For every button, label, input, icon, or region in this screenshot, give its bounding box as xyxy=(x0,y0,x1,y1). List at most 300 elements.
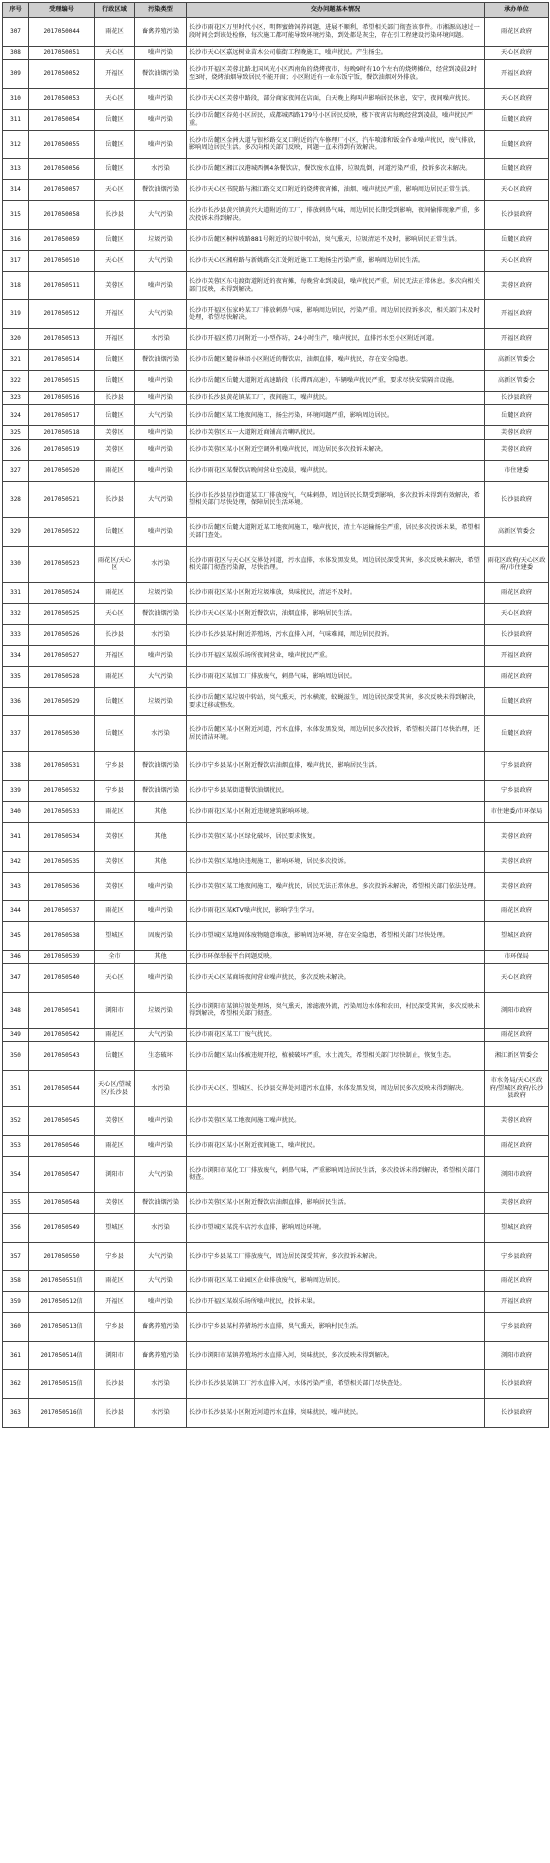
row-desc-cell: 长沙市望城区某地固体废物随意堆放，影响周边环境，存在安全隐患，希望相关部门尽快处理。 xyxy=(187,922,485,951)
row-id-cell: 2017050546 xyxy=(29,1135,95,1156)
row-type-cell: 其他 xyxy=(135,851,187,872)
row-unit-cell: 雨花区政府 xyxy=(485,1135,549,1156)
row-id-cell: 2017050545 xyxy=(29,1107,95,1136)
row-unit-cell: 开福区政府 xyxy=(485,1292,549,1313)
row-unit-cell: 湘江新区管委会 xyxy=(485,1042,549,1071)
table-row xyxy=(3,687,549,716)
row-unit-cell: 宁乡县政府 xyxy=(485,752,549,781)
row-id-cell: 2017050044 xyxy=(29,18,95,47)
row-no-cell: 344 xyxy=(3,901,29,922)
row-type-cell: 餐饮油烟污染 xyxy=(135,59,187,88)
row-desc-cell: 长沙市长沙县黄花镇某工厂，夜间施工，噪声扰民。 xyxy=(187,391,485,404)
row-desc-cell: 长沙市宁乡县某村养猪场污水直排，臭气熏天，影响村民生活。 xyxy=(187,1313,485,1342)
row-region-cell: 天心区/望城区/长沙县 xyxy=(95,1071,135,1107)
row-desc-cell: 长沙市长沙县黄兴镇黄兴大道附近的工厂，排放刺鼻气味，周边居民长期受到影响，夜间偷排现象严重，多次投诉未得到解决。 xyxy=(187,201,485,230)
row-unit-cell: 岳麓区政府 xyxy=(485,159,549,180)
row-region-cell: 雨花区 xyxy=(95,802,135,823)
row-unit-cell: 天心区政府 xyxy=(485,964,549,993)
row-unit-cell: 芙蓉区政府 xyxy=(485,439,549,460)
row-unit-cell: 岳麓区政府 xyxy=(485,229,549,250)
row-region-cell: 岳麓区 xyxy=(95,370,135,391)
table-row xyxy=(3,1156,549,1192)
header-unit: 承办单位 xyxy=(485,3,549,18)
table-row xyxy=(3,1341,549,1370)
row-region-cell: 天心区 xyxy=(95,88,135,109)
row-region-cell: 芙蓉区 xyxy=(95,271,135,300)
row-no-cell: 320 xyxy=(3,328,29,349)
row-no-cell: 346 xyxy=(3,950,29,963)
row-unit-cell: 高新区管委会 xyxy=(485,517,549,546)
row-desc-cell: 长沙市岳麓区某垃圾中转站，臭气熏天，污水横流，蚊蝇滋生，周边居民深受其害，多次反映未得到解决，要求迁移或整改。 xyxy=(187,687,485,716)
row-region-cell: 天心区 xyxy=(95,180,135,201)
row-type-cell: 水污染 xyxy=(135,546,187,582)
row-id-cell: 2017050058 xyxy=(29,201,95,230)
row-type-cell: 大气污染 xyxy=(135,1029,187,1042)
row-id-cell: 2017050540 xyxy=(29,964,95,993)
row-unit-cell: 岳麓区政府 xyxy=(485,687,549,716)
row-desc-cell: 长沙市长沙县某村附近养殖场，污水直排入河，气味难闻，周边居民投诉。 xyxy=(187,624,485,645)
row-id-cell: 2017050514信 xyxy=(29,1341,95,1370)
row-type-cell: 噪声污染 xyxy=(135,1107,187,1136)
row-type-cell: 噪声污染 xyxy=(135,88,187,109)
row-type-cell: 畜禽养殖污染 xyxy=(135,1313,187,1342)
row-no-cell: 321 xyxy=(3,349,29,370)
row-no-cell: 324 xyxy=(3,405,29,426)
row-desc-cell: 长沙市宁乡县某街道餐饮油烟扰民。 xyxy=(187,781,485,802)
row-type-cell: 餐饮油烟污染 xyxy=(135,781,187,802)
row-desc-cell: 长沙市芙蓉区某工地夜间施工噪声扰民。 xyxy=(187,1107,485,1136)
table-body xyxy=(3,18,549,1428)
row-type-cell: 垃圾污染 xyxy=(135,992,187,1028)
row-desc-cell: 长沙市雨花区与天心区交界处河道，污水直排，水体发黑发臭，周边居民深受其害，多次反映未解决，希望相关部门彻查污染源，尽快治理。 xyxy=(187,546,485,582)
table-row xyxy=(3,1192,549,1213)
row-unit-cell: 开福区政府 xyxy=(485,300,549,329)
row-type-cell: 垃圾污染 xyxy=(135,229,187,250)
row-unit-cell: 开福区政府 xyxy=(485,645,549,666)
row-desc-cell: 长沙市芙蓉区某工地夜间施工，噪声扰民，居民无法正常休息，多次投诉未解决，希望相关部门依法处理。 xyxy=(187,872,485,901)
table-row xyxy=(3,964,549,993)
row-desc-cell: 长沙市开福区某娱乐场所噪声扰民，投诉未果。 xyxy=(187,1292,485,1313)
row-no-cell: 322 xyxy=(3,370,29,391)
table-row xyxy=(3,901,549,922)
row-unit-cell: 长沙县政府 xyxy=(485,1398,549,1427)
row-desc-cell: 长沙市芙蓉区某小区附近空调外机噪声扰民，周边居民多次投诉未解决。 xyxy=(187,439,485,460)
row-region-cell: 岳麓区 xyxy=(95,229,135,250)
row-id-cell: 2017050531 xyxy=(29,752,95,781)
row-unit-cell: 望城区政府 xyxy=(485,1213,549,1242)
row-unit-cell: 宁乡县政府 xyxy=(485,781,549,802)
row-desc-cell: 长沙市岳麓区谷苑小区居民，成都城西路179号小区居民反映，楼下夜宵店每晚经营到凌晨，噪声扰民严重。 xyxy=(187,109,485,130)
row-desc-cell: 长沙市雨花区某工厂废气扰民。 xyxy=(187,1029,485,1042)
row-id-cell: 2017050526 xyxy=(29,624,95,645)
header-region: 行政区域 xyxy=(95,3,135,18)
row-type-cell: 餐饮油烟污染 xyxy=(135,180,187,201)
row-unit-cell: 长沙县政府 xyxy=(485,391,549,404)
row-id-cell: 2017050519 xyxy=(29,439,95,460)
row-desc-cell: 长沙市浏阳市某化工厂排放废气，刺鼻气味，严重影响周边居民生活，多次投诉未得到解决，希望相关部门彻查。 xyxy=(187,1156,485,1192)
row-no-cell: 313 xyxy=(3,159,29,180)
row-no-cell: 331 xyxy=(3,582,29,603)
table-row xyxy=(3,300,549,329)
table-row xyxy=(3,159,549,180)
row-no-cell: 335 xyxy=(3,666,29,687)
row-no-cell: 349 xyxy=(3,1029,29,1042)
row-unit-cell: 宁乡县政府 xyxy=(485,1313,549,1342)
row-unit-cell: 芙蓉区政府 xyxy=(485,823,549,852)
table-row xyxy=(3,1292,549,1313)
row-id-cell: 2017050539 xyxy=(29,950,95,963)
table-row xyxy=(3,439,549,460)
row-region-cell: 望城区 xyxy=(95,1213,135,1242)
row-region-cell: 长沙县 xyxy=(95,624,135,645)
header-type: 污染类型 xyxy=(135,3,187,18)
row-no-cell: 338 xyxy=(3,752,29,781)
row-region-cell: 岳麓区 xyxy=(95,1042,135,1071)
row-desc-cell: 长沙市芙蓉区某小区附近餐饮店油烟直排，影响居民生活。 xyxy=(187,1192,485,1213)
row-type-cell: 固废污染 xyxy=(135,922,187,951)
row-no-cell: 326 xyxy=(3,439,29,460)
row-unit-cell: 长沙县政府 xyxy=(485,201,549,230)
row-type-cell: 水污染 xyxy=(135,624,187,645)
row-type-cell: 噪声污染 xyxy=(135,964,187,993)
row-no-cell: 350 xyxy=(3,1042,29,1071)
row-unit-cell: 雨花区政府 xyxy=(485,1271,549,1292)
row-no-cell: 315 xyxy=(3,201,29,230)
row-desc-cell: 长沙市长沙县某镇工厂污水直排入河，水体污染严重，希望相关部门尽快查处。 xyxy=(187,1370,485,1399)
table-row xyxy=(3,1107,549,1136)
table-row xyxy=(3,130,549,159)
row-region-cell: 开福区 xyxy=(95,300,135,329)
table-row xyxy=(3,46,549,59)
row-no-cell: 308 xyxy=(3,46,29,59)
row-no-cell: 319 xyxy=(3,300,29,329)
row-id-cell: 2017050511 xyxy=(29,271,95,300)
row-region-cell: 芙蓉区 xyxy=(95,851,135,872)
row-no-cell: 337 xyxy=(3,716,29,752)
table-row xyxy=(3,1242,549,1271)
row-region-cell: 浏阳市 xyxy=(95,992,135,1028)
row-unit-cell: 芙蓉区政府 xyxy=(485,426,549,439)
row-desc-cell: 长沙市岳麓区某工地夜间施工，扬尘污染，环境问题严重，影响周边居民。 xyxy=(187,405,485,426)
row-region-cell: 岳麓区 xyxy=(95,349,135,370)
row-region-cell: 天心区 xyxy=(95,964,135,993)
row-id-cell: 2017050528 xyxy=(29,666,95,687)
row-type-cell: 噪声污染 xyxy=(135,130,187,159)
row-region-cell: 望城区 xyxy=(95,922,135,951)
row-type-cell: 其他 xyxy=(135,950,187,963)
row-unit-cell: 市住建委 xyxy=(485,460,549,481)
row-no-cell: 347 xyxy=(3,964,29,993)
row-unit-cell: 雨花区政府 xyxy=(485,666,549,687)
row-no-cell: 325 xyxy=(3,426,29,439)
row-no-cell: 314 xyxy=(3,180,29,201)
table-row xyxy=(3,180,549,201)
row-unit-cell: 芙蓉区政府 xyxy=(485,1192,549,1213)
row-unit-cell: 开福区政府 xyxy=(485,59,549,88)
row-region-cell: 开福区 xyxy=(95,645,135,666)
row-desc-cell: 长沙市天心区芙蓉中路段，部分商家夜间在店面，白天晚上夠叫声影响居民休息，安宁，夜间噪声扰民。 xyxy=(187,88,485,109)
row-region-cell: 长沙县 xyxy=(95,481,135,517)
table-row xyxy=(3,582,549,603)
complaint-table xyxy=(2,2,549,1428)
header-no: 序号 xyxy=(3,3,29,18)
row-no-cell: 363 xyxy=(3,1398,29,1427)
row-id-cell: 2017050536 xyxy=(29,872,95,901)
row-id-cell: 2017050515 xyxy=(29,370,95,391)
row-id-cell: 2017050543 xyxy=(29,1042,95,1071)
row-no-cell: 351 xyxy=(3,1071,29,1107)
row-desc-cell: 长沙市长沙县某小区附近河道污水直排，臭味扰民，噪声扰民。 xyxy=(187,1398,485,1427)
row-type-cell: 大气污染 xyxy=(135,405,187,426)
row-region-cell: 开福区 xyxy=(95,59,135,88)
row-type-cell: 其他 xyxy=(135,823,187,852)
table-row xyxy=(3,1029,549,1042)
table-row xyxy=(3,88,549,109)
row-id-cell: 2017050055 xyxy=(29,130,95,159)
row-no-cell: 334 xyxy=(3,645,29,666)
row-unit-cell: 雨花区政府 xyxy=(485,18,549,47)
row-type-cell: 餐饮油烟污染 xyxy=(135,752,187,781)
row-region-cell: 天心区 xyxy=(95,46,135,59)
table-row xyxy=(3,645,549,666)
table-row xyxy=(3,1042,549,1071)
row-region-cell: 芙蓉区 xyxy=(95,872,135,901)
table-row xyxy=(3,716,549,752)
row-desc-cell: 长沙市岳麓区麓谷林语小区附近的餐饮店，油烟直排，噪声扰民，存在安全隐患。 xyxy=(187,349,485,370)
row-region-cell: 雨花区 xyxy=(95,460,135,481)
table-row xyxy=(3,405,549,426)
row-type-cell: 水污染 xyxy=(135,716,187,752)
row-unit-cell: 高新区管委会 xyxy=(485,370,549,391)
table-row xyxy=(3,603,549,624)
row-unit-cell: 市环保局 xyxy=(485,950,549,963)
row-type-cell: 水污染 xyxy=(135,1370,187,1399)
row-region-cell: 岳麓区 xyxy=(95,159,135,180)
row-unit-cell: 芙蓉区政府 xyxy=(485,851,549,872)
row-desc-cell: 长沙市芙蓉区某小区绿化破坏，居民要求恢复。 xyxy=(187,823,485,852)
row-region-cell: 宁乡县 xyxy=(95,781,135,802)
row-id-cell: 2017050054 xyxy=(29,109,95,130)
table-row xyxy=(3,391,549,404)
row-type-cell: 噪声污染 xyxy=(135,1292,187,1313)
row-unit-cell: 雨花区政府 xyxy=(485,1029,549,1042)
row-type-cell: 餐饮油烟污染 xyxy=(135,349,187,370)
row-id-cell: 2017050513 xyxy=(29,328,95,349)
row-type-cell: 垃圾污染 xyxy=(135,582,187,603)
row-desc-cell: 长沙市开福区芙蓉北路北国风光小区西南角的烧烤夜市，每晚9时有10个左右的烧烤摊位，经营到凌晨2时至3时，烧烤油烟导致居民不能开窗；小区附近有一业东饭宁饭，餐饮油烟对外排放。 xyxy=(187,59,485,88)
row-no-cell: 311 xyxy=(3,109,29,130)
row-desc-cell: 长沙市雨花区某小区附近违规建筑影响环境。 xyxy=(187,802,485,823)
row-id-cell: 2017050513信 xyxy=(29,1313,95,1342)
table-row xyxy=(3,950,549,963)
table-row xyxy=(3,922,549,951)
row-type-cell: 噪声污染 xyxy=(135,901,187,922)
row-unit-cell: 浏阳市政府 xyxy=(485,1156,549,1192)
row-type-cell: 餐饮油烟污染 xyxy=(135,603,187,624)
row-id-cell: 2017050512信 xyxy=(29,1292,95,1313)
row-desc-cell: 长沙市芙蓉区某地块违规施工，影响环境，居民多次投诉。 xyxy=(187,851,485,872)
row-unit-cell: 天心区政府 xyxy=(485,46,549,59)
row-no-cell: 309 xyxy=(3,59,29,88)
row-desc-cell: 长沙市岳麓区某山体被违规开挖，植被破坏严重，水土流失，希望相关部门尽快制止，恢复生态。 xyxy=(187,1042,485,1071)
row-region-cell: 雨花区 xyxy=(95,1271,135,1292)
row-desc-cell: 长沙市环保举报平台问题反映。 xyxy=(187,950,485,963)
row-id-cell: 2017050533 xyxy=(29,802,95,823)
row-id-cell: 2017050512 xyxy=(29,300,95,329)
row-region-cell: 芙蓉区 xyxy=(95,823,135,852)
row-type-cell: 其他 xyxy=(135,802,187,823)
row-id-cell: 2017050059 xyxy=(29,229,95,250)
row-id-cell: 2017050523 xyxy=(29,546,95,582)
row-desc-cell: 长沙市天心区、望城区、长沙县交界处河道污水直排，水体发黑发臭，周边居民多次反映未得到解决。 xyxy=(187,1071,485,1107)
row-desc-cell: 长沙市天心区书院路与湘江路交叉口附近的烧烤夜宵摊，油烟、噪声扰民严重，影响周边居民正常生活。 xyxy=(187,180,485,201)
row-no-cell: 358 xyxy=(3,1271,29,1292)
row-type-cell: 大气污染 xyxy=(135,1156,187,1192)
row-type-cell: 大气污染 xyxy=(135,250,187,271)
row-id-cell: 2017050517 xyxy=(29,405,95,426)
row-type-cell: 畜禽养殖污染 xyxy=(135,18,187,47)
row-id-cell: 2017050537 xyxy=(29,901,95,922)
row-no-cell: 312 xyxy=(3,130,29,159)
row-type-cell: 噪声污染 xyxy=(135,426,187,439)
row-no-cell: 318 xyxy=(3,271,29,300)
row-type-cell: 水污染 xyxy=(135,328,187,349)
row-id-cell: 2017050052 xyxy=(29,59,95,88)
row-no-cell: 342 xyxy=(3,851,29,872)
row-id-cell: 2017050521 xyxy=(29,481,95,517)
row-desc-cell: 长沙市开福区某娱乐场所夜间营业，噪声扰民严重。 xyxy=(187,645,485,666)
row-region-cell: 长沙县 xyxy=(95,391,135,404)
row-type-cell: 水污染 xyxy=(135,1398,187,1427)
table-row xyxy=(3,992,549,1028)
row-type-cell: 噪声污染 xyxy=(135,46,187,59)
row-desc-cell: 长沙市浏阳市某镇垃圾处理场，臭气熏天，渗滤液外流，污染周边水体和农田，村民深受其害，多次反映未得到解决，希望相关部门彻查。 xyxy=(187,992,485,1028)
row-id-cell: 2017050514 xyxy=(29,349,95,370)
row-no-cell: 362 xyxy=(3,1370,29,1399)
row-desc-cell: 长沙市雨花区某KTV噪声扰民，影响学生学习。 xyxy=(187,901,485,922)
table-row xyxy=(3,59,549,88)
row-id-cell: 2017050550 xyxy=(29,1242,95,1271)
row-id-cell: 2017050525 xyxy=(29,603,95,624)
row-id-cell: 2017050549 xyxy=(29,1213,95,1242)
row-no-cell: 330 xyxy=(3,546,29,582)
row-region-cell: 岳麓区 xyxy=(95,517,135,546)
table-row xyxy=(3,481,549,517)
row-id-cell: 2017050057 xyxy=(29,180,95,201)
row-id-cell: 2017050532 xyxy=(29,781,95,802)
row-type-cell: 大气污染 xyxy=(135,666,187,687)
row-region-cell: 雨花区 xyxy=(95,901,135,922)
row-id-cell: 2017050051 xyxy=(29,46,95,59)
row-id-cell: 2017050510 xyxy=(29,250,95,271)
row-region-cell: 浏阳市 xyxy=(95,1156,135,1192)
row-region-cell: 芙蓉区 xyxy=(95,439,135,460)
row-desc-cell: 长沙市雨花区某加工厂排放废气，刺鼻气味，影响周边居民。 xyxy=(187,666,485,687)
row-id-cell: 2017050053 xyxy=(29,88,95,109)
row-unit-cell: 雨花区政府/天心区政府/市住建委 xyxy=(485,546,549,582)
row-region-cell: 浏阳市 xyxy=(95,1341,135,1370)
row-desc-cell: 长沙市天心区某小区附近餐饮店，油烟直排，影响居民生活。 xyxy=(187,603,485,624)
row-unit-cell: 市住建委/市环保局 xyxy=(485,802,549,823)
row-region-cell: 岳麓区 xyxy=(95,130,135,159)
row-type-cell: 噪声污染 xyxy=(135,1135,187,1156)
row-region-cell: 雨花区 xyxy=(95,18,135,47)
row-region-cell: 天心区 xyxy=(95,603,135,624)
row-type-cell: 餐饮油烟污染 xyxy=(135,1192,187,1213)
row-region-cell: 岳麓区 xyxy=(95,716,135,752)
row-desc-cell: 长沙市天心区湘府路与新姚路交汇处附近施工工地扬尘污染严重，影响周边居民生活。 xyxy=(187,250,485,271)
row-desc-cell: 长沙市天心区某商场夜间营业噪声扰民，多次反映未解决。 xyxy=(187,964,485,993)
row-id-cell: 2017050538 xyxy=(29,922,95,951)
row-unit-cell: 芙蓉区政府 xyxy=(485,872,549,901)
table-row xyxy=(3,872,549,901)
row-id-cell: 2017050520 xyxy=(29,460,95,481)
table-row xyxy=(3,1071,549,1107)
row-id-cell: 2017050056 xyxy=(29,159,95,180)
row-desc-cell: 长沙市开福区捞刀河附近一小型作坊，24小时生产，噪声扰民，直排污水至小区附近河道。 xyxy=(187,328,485,349)
row-id-cell: 2017050551信 xyxy=(29,1271,95,1292)
row-unit-cell: 雨花区政府 xyxy=(485,582,549,603)
table-row xyxy=(3,851,549,872)
row-type-cell: 噪声污染 xyxy=(135,517,187,546)
row-type-cell: 噪声污染 xyxy=(135,872,187,901)
row-region-cell: 岳麓区 xyxy=(95,687,135,716)
row-region-cell: 岳麓区 xyxy=(95,405,135,426)
table-row xyxy=(3,1135,549,1156)
row-unit-cell: 开福区政府 xyxy=(485,328,549,349)
row-desc-cell: 长沙市岳麓区湘江汉港城西侧4条餐饮店，餐饮废水直排，垃圾乱倒，河道污染严重，投诉多次未解决。 xyxy=(187,159,485,180)
row-type-cell: 噪声污染 xyxy=(135,109,187,130)
row-no-cell: 356 xyxy=(3,1213,29,1242)
table-row xyxy=(3,517,549,546)
row-desc-cell: 长沙市雨花区万里时代小区，明辉蜜蜂饲养问题，进展不顺利，希望相关部门彻查该事件。市湘源高速过一段时间会到该处检修，每次施工都可能导致环境污染，到处都是灰尘，存在引工程建设污染环境问题。 xyxy=(187,18,485,47)
row-type-cell: 水污染 xyxy=(135,1071,187,1107)
row-id-cell: 2017050547 xyxy=(29,1156,95,1192)
row-region-cell: 开福区 xyxy=(95,1292,135,1313)
row-region-cell: 天心区 xyxy=(95,250,135,271)
row-no-cell: 340 xyxy=(3,802,29,823)
row-type-cell: 生态破坏 xyxy=(135,1042,187,1071)
row-desc-cell: 长沙市岳麓区某小区附近河道，污水直排，水体发黑发臭，周边居民多次投诉，希望相关部门尽快治理，还居民清洁环境。 xyxy=(187,716,485,752)
table-row xyxy=(3,1398,549,1427)
row-desc-cell: 长沙市望城区某洗车店污水直排，影响周边环境。 xyxy=(187,1213,485,1242)
row-no-cell: 352 xyxy=(3,1107,29,1136)
row-desc-cell: 长沙市宁乡县某工厂排放废气，周边居民深受其害，多次投诉未解决。 xyxy=(187,1242,485,1271)
row-no-cell: 307 xyxy=(3,18,29,47)
table-row xyxy=(3,1313,549,1342)
row-no-cell: 310 xyxy=(3,88,29,109)
row-desc-cell: 长沙市岳麓区岳麓大道附近某工地夜间施工，噪声扰民，渣土车运输扬尘严重，居民多次投诉未果，希望相关部门查处。 xyxy=(187,517,485,546)
row-id-cell: 2017050544 xyxy=(29,1071,95,1107)
row-no-cell: 339 xyxy=(3,781,29,802)
row-region-cell: 芙蓉区 xyxy=(95,1107,135,1136)
row-unit-cell: 高新区管委会 xyxy=(485,349,549,370)
row-unit-cell: 浏阳市政府 xyxy=(485,992,549,1028)
row-desc-cell: 长沙市雨花区某小区附近垃圾堆放，臭味扰民，清运不及时。 xyxy=(187,582,485,603)
row-type-cell: 噪声污染 xyxy=(135,439,187,460)
row-id-cell: 2017050516 xyxy=(29,391,95,404)
row-type-cell: 噪声污染 xyxy=(135,645,187,666)
row-unit-cell: 天心区政府 xyxy=(485,250,549,271)
row-unit-cell: 天心区政府 xyxy=(485,180,549,201)
row-no-cell: 354 xyxy=(3,1156,29,1192)
row-no-cell: 328 xyxy=(3,481,29,517)
row-no-cell: 336 xyxy=(3,687,29,716)
row-unit-cell: 芙蓉区政府 xyxy=(485,271,549,300)
row-no-cell: 361 xyxy=(3,1341,29,1370)
table-row xyxy=(3,349,549,370)
row-region-cell: 雨花区 xyxy=(95,1029,135,1042)
